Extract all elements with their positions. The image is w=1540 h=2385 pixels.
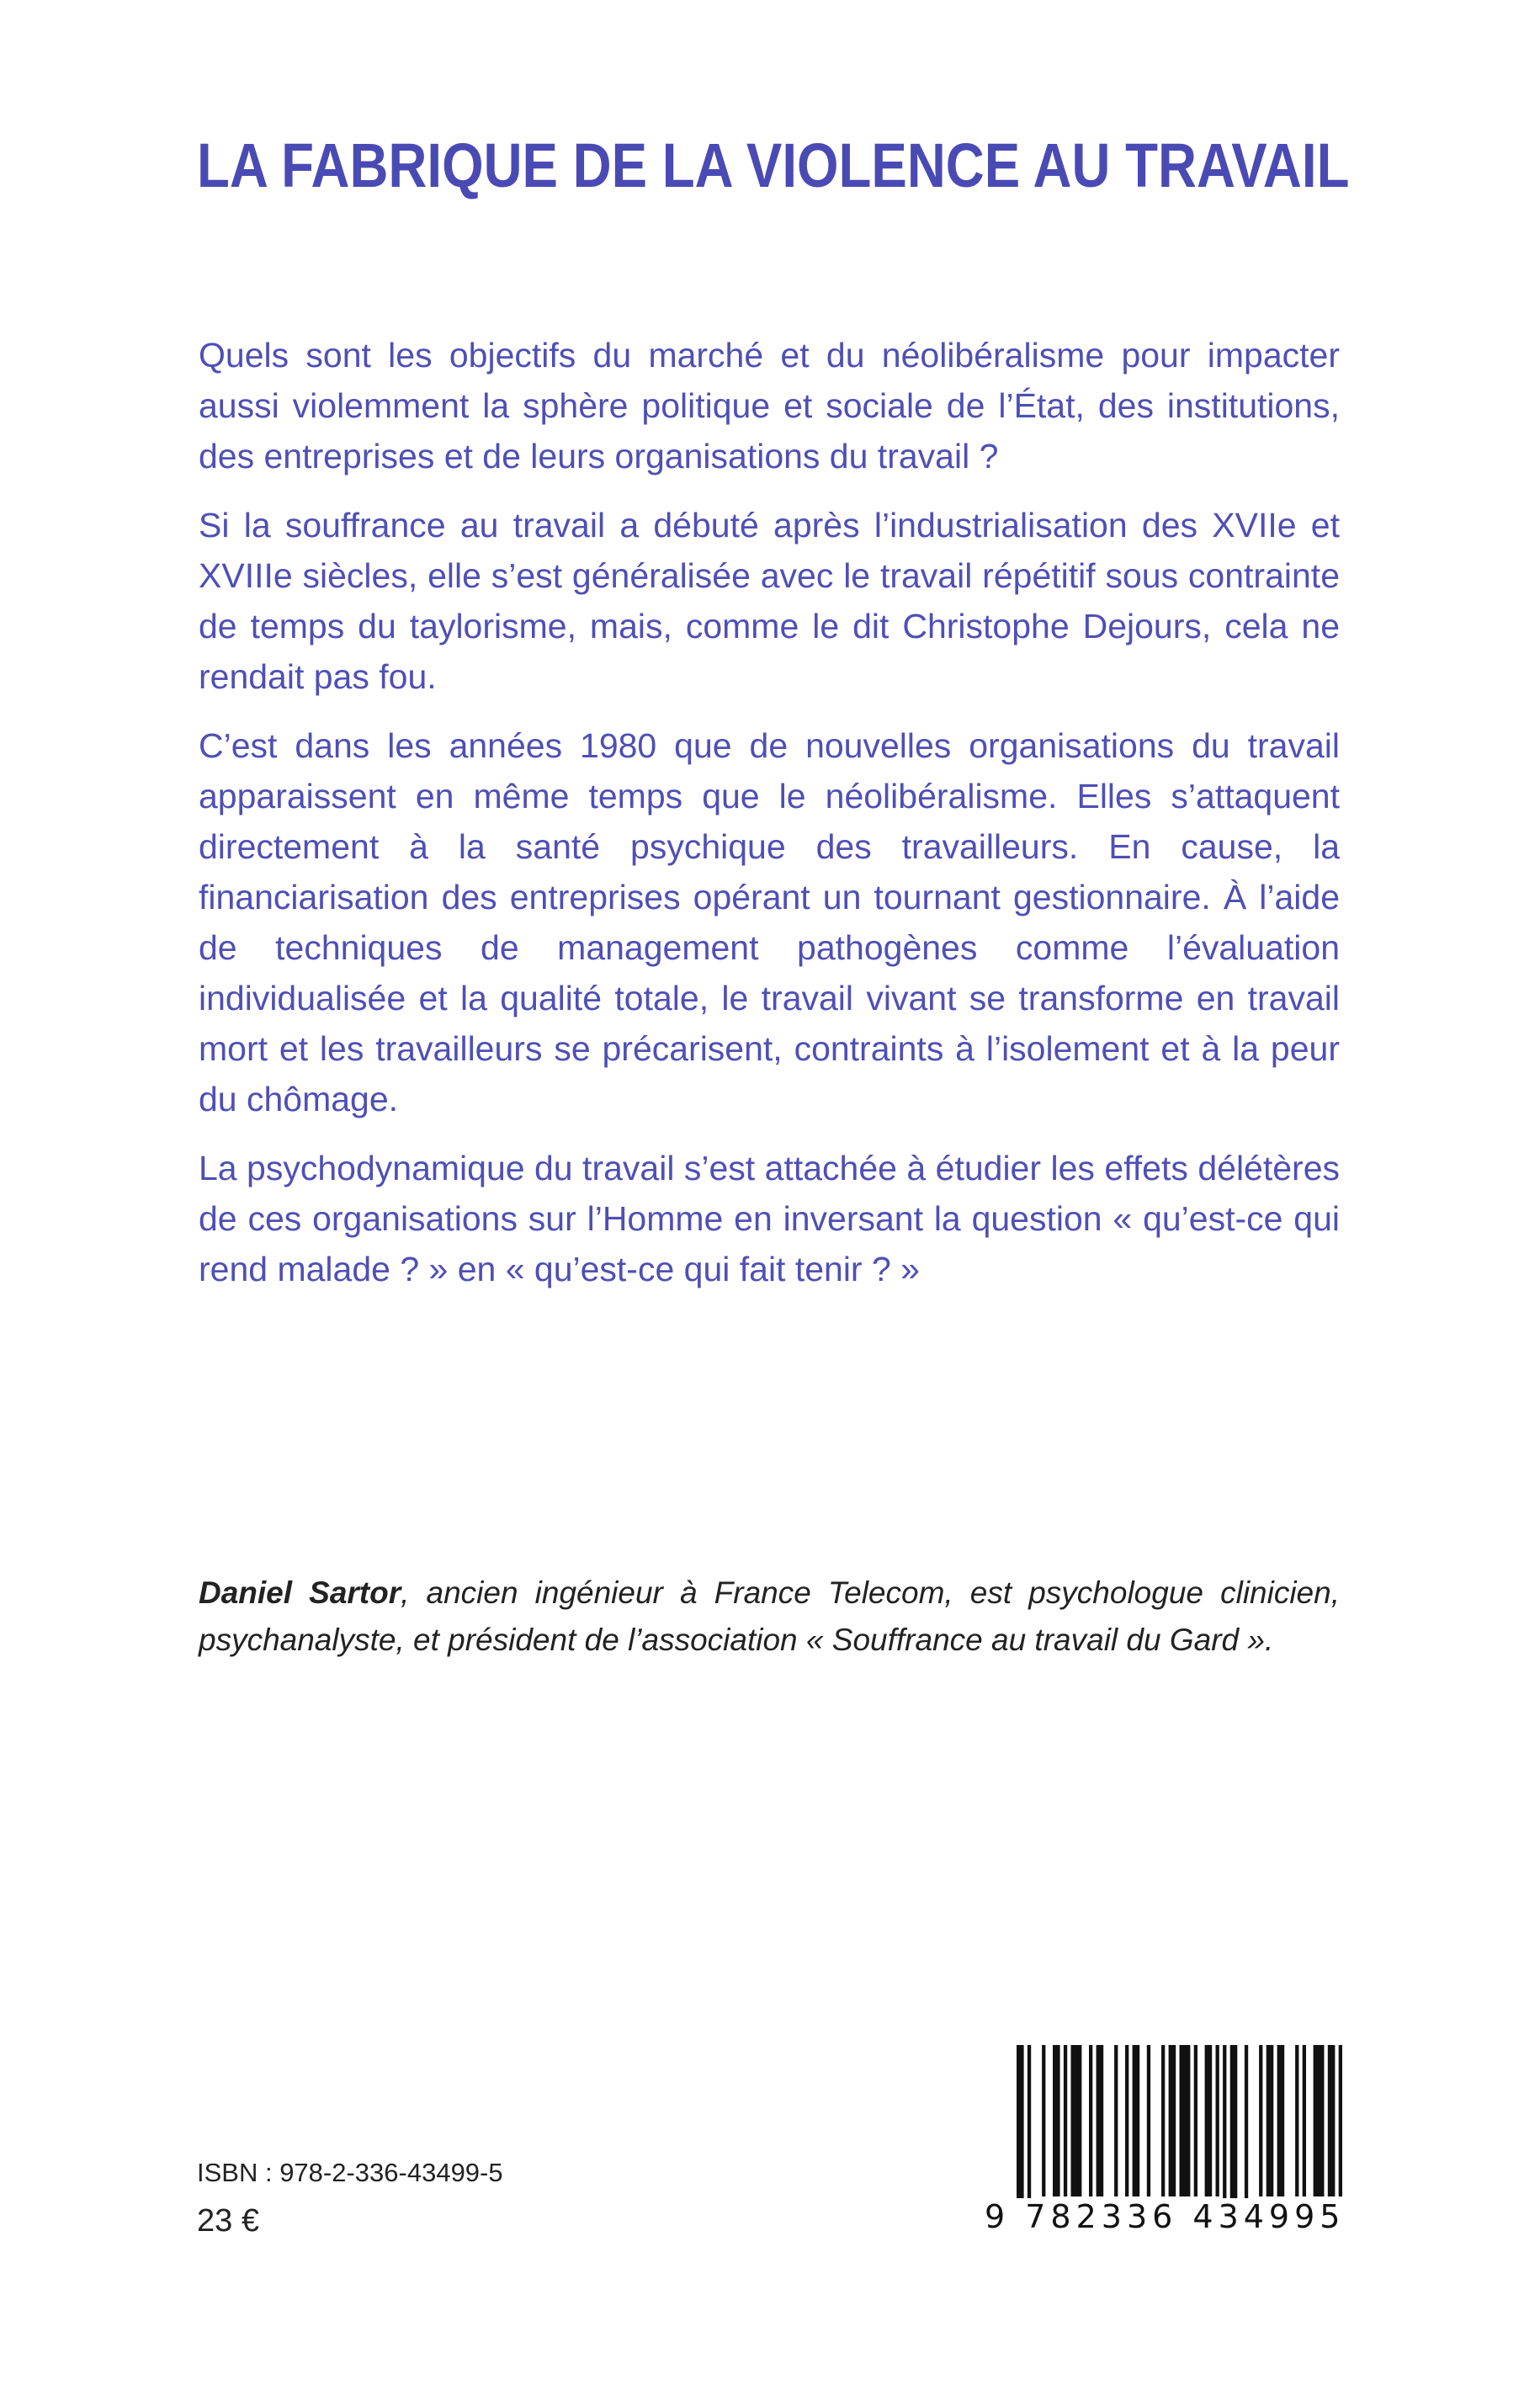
barcode-bar bbox=[1180, 2045, 1191, 2196]
barcode-bar bbox=[1259, 2045, 1262, 2196]
barcode-bar bbox=[1230, 2045, 1238, 2213]
barcode-bar bbox=[1071, 2045, 1082, 2196]
blurb-paragraph-2: Si la souffrance au travail a débuté après l’industrialisation des XVIIe et XVIIIe siècles, elle s’est généralisée avec le travail répétitif sous contrainte de temps du taylorisme, mais, comme le dit Christophe Dejours, cela ne rendait pas fou. bbox=[199, 506, 1340, 696]
blurb-paragraph-3: C’est dans les années 1980 que de nouvelles organisations du travail apparaissent en même temps que le néolibéralisme. Elles s’attaquent directement à la santé psychique des travailleurs. En cause, la financiarisation des entreprises opérant un tournant gestionnaire. À l’aide de techniques de management pathogènes comme l’évaluation individualisée et la qualité totale, le travail vivant se transforme en travail mort et les travailleurs se précarisent, contraints à l’isolement et à la peur du chômage. bbox=[199, 726, 1340, 1118]
barcode-bar bbox=[1267, 2045, 1274, 2196]
barcode-bar bbox=[1339, 2045, 1342, 2196]
barcode-bar bbox=[1114, 2045, 1118, 2196]
barcode-bar bbox=[1028, 2045, 1031, 2213]
blurb bbox=[199, 330, 1340, 1313]
barcode-bar bbox=[1223, 2045, 1226, 2213]
barcode-bar bbox=[1295, 2045, 1298, 2196]
barcode-bar bbox=[1133, 2045, 1140, 2196]
barcode-bar bbox=[1097, 2045, 1104, 2196]
barcode-bar bbox=[1277, 2045, 1285, 2196]
barcode-bar bbox=[1161, 2045, 1165, 2196]
barcode bbox=[981, 2045, 1346, 2247]
barcode-bar bbox=[1017, 2045, 1024, 2213]
author-bio bbox=[199, 1570, 1340, 1664]
price: 23 € bbox=[197, 2203, 259, 2239]
barcode-bar bbox=[1053, 2045, 1060, 2196]
blurb-paragraph-4: La psychodynamique du travail s’est attachée à étudier les effets délétères de ces organisations sur l’Homme en inversant la question « qu’est-ce qui rend malade ? » en « qu’est-ce qui fait tenir ? » bbox=[199, 1149, 1340, 1288]
barcode-bar bbox=[1303, 2045, 1306, 2196]
barcode-bar bbox=[1205, 2045, 1213, 2196]
barcode-bar bbox=[1089, 2045, 1092, 2196]
blurb-paragraph-1: Quels sont les objectifs du marché et du néolibéralisme pour impacter aussi violemment la sphère politique et sociale de l’État, des institutions, des entreprises et de leurs organisations du travail ? bbox=[199, 336, 1340, 475]
barcode-bar bbox=[1169, 2045, 1176, 2196]
barcode-bar bbox=[1147, 2045, 1150, 2196]
barcode-bar bbox=[1064, 2045, 1067, 2196]
barcode-bar bbox=[1216, 2045, 1219, 2196]
barcode-bar bbox=[1245, 2045, 1248, 2213]
barcode-digits: 9 782336 434995 bbox=[981, 2198, 1343, 2235]
isbn: ISBN : 978-2-336-43499-5 bbox=[197, 2158, 503, 2187]
author-bio-text: , ancien ingénieur à France Telecom, est psychologue clinicien, psychanalyste, et président de l’association « Souffrance au travail du Gard ». bbox=[199, 1575, 1340, 1657]
barcode-bar bbox=[1125, 2045, 1128, 2196]
barcode-bar bbox=[1328, 2045, 1336, 2196]
barcode-bar bbox=[1042, 2045, 1045, 2196]
book-title: LA FABRIQUE DE LA VIOLENCE AU TRAVAIL bbox=[197, 130, 1350, 200]
barcode-bar bbox=[1194, 2045, 1197, 2196]
barcode-bars bbox=[981, 2045, 1343, 2213]
author-name: Daniel Sartor bbox=[199, 1575, 401, 1610]
barcode-bar bbox=[1314, 2045, 1325, 2196]
